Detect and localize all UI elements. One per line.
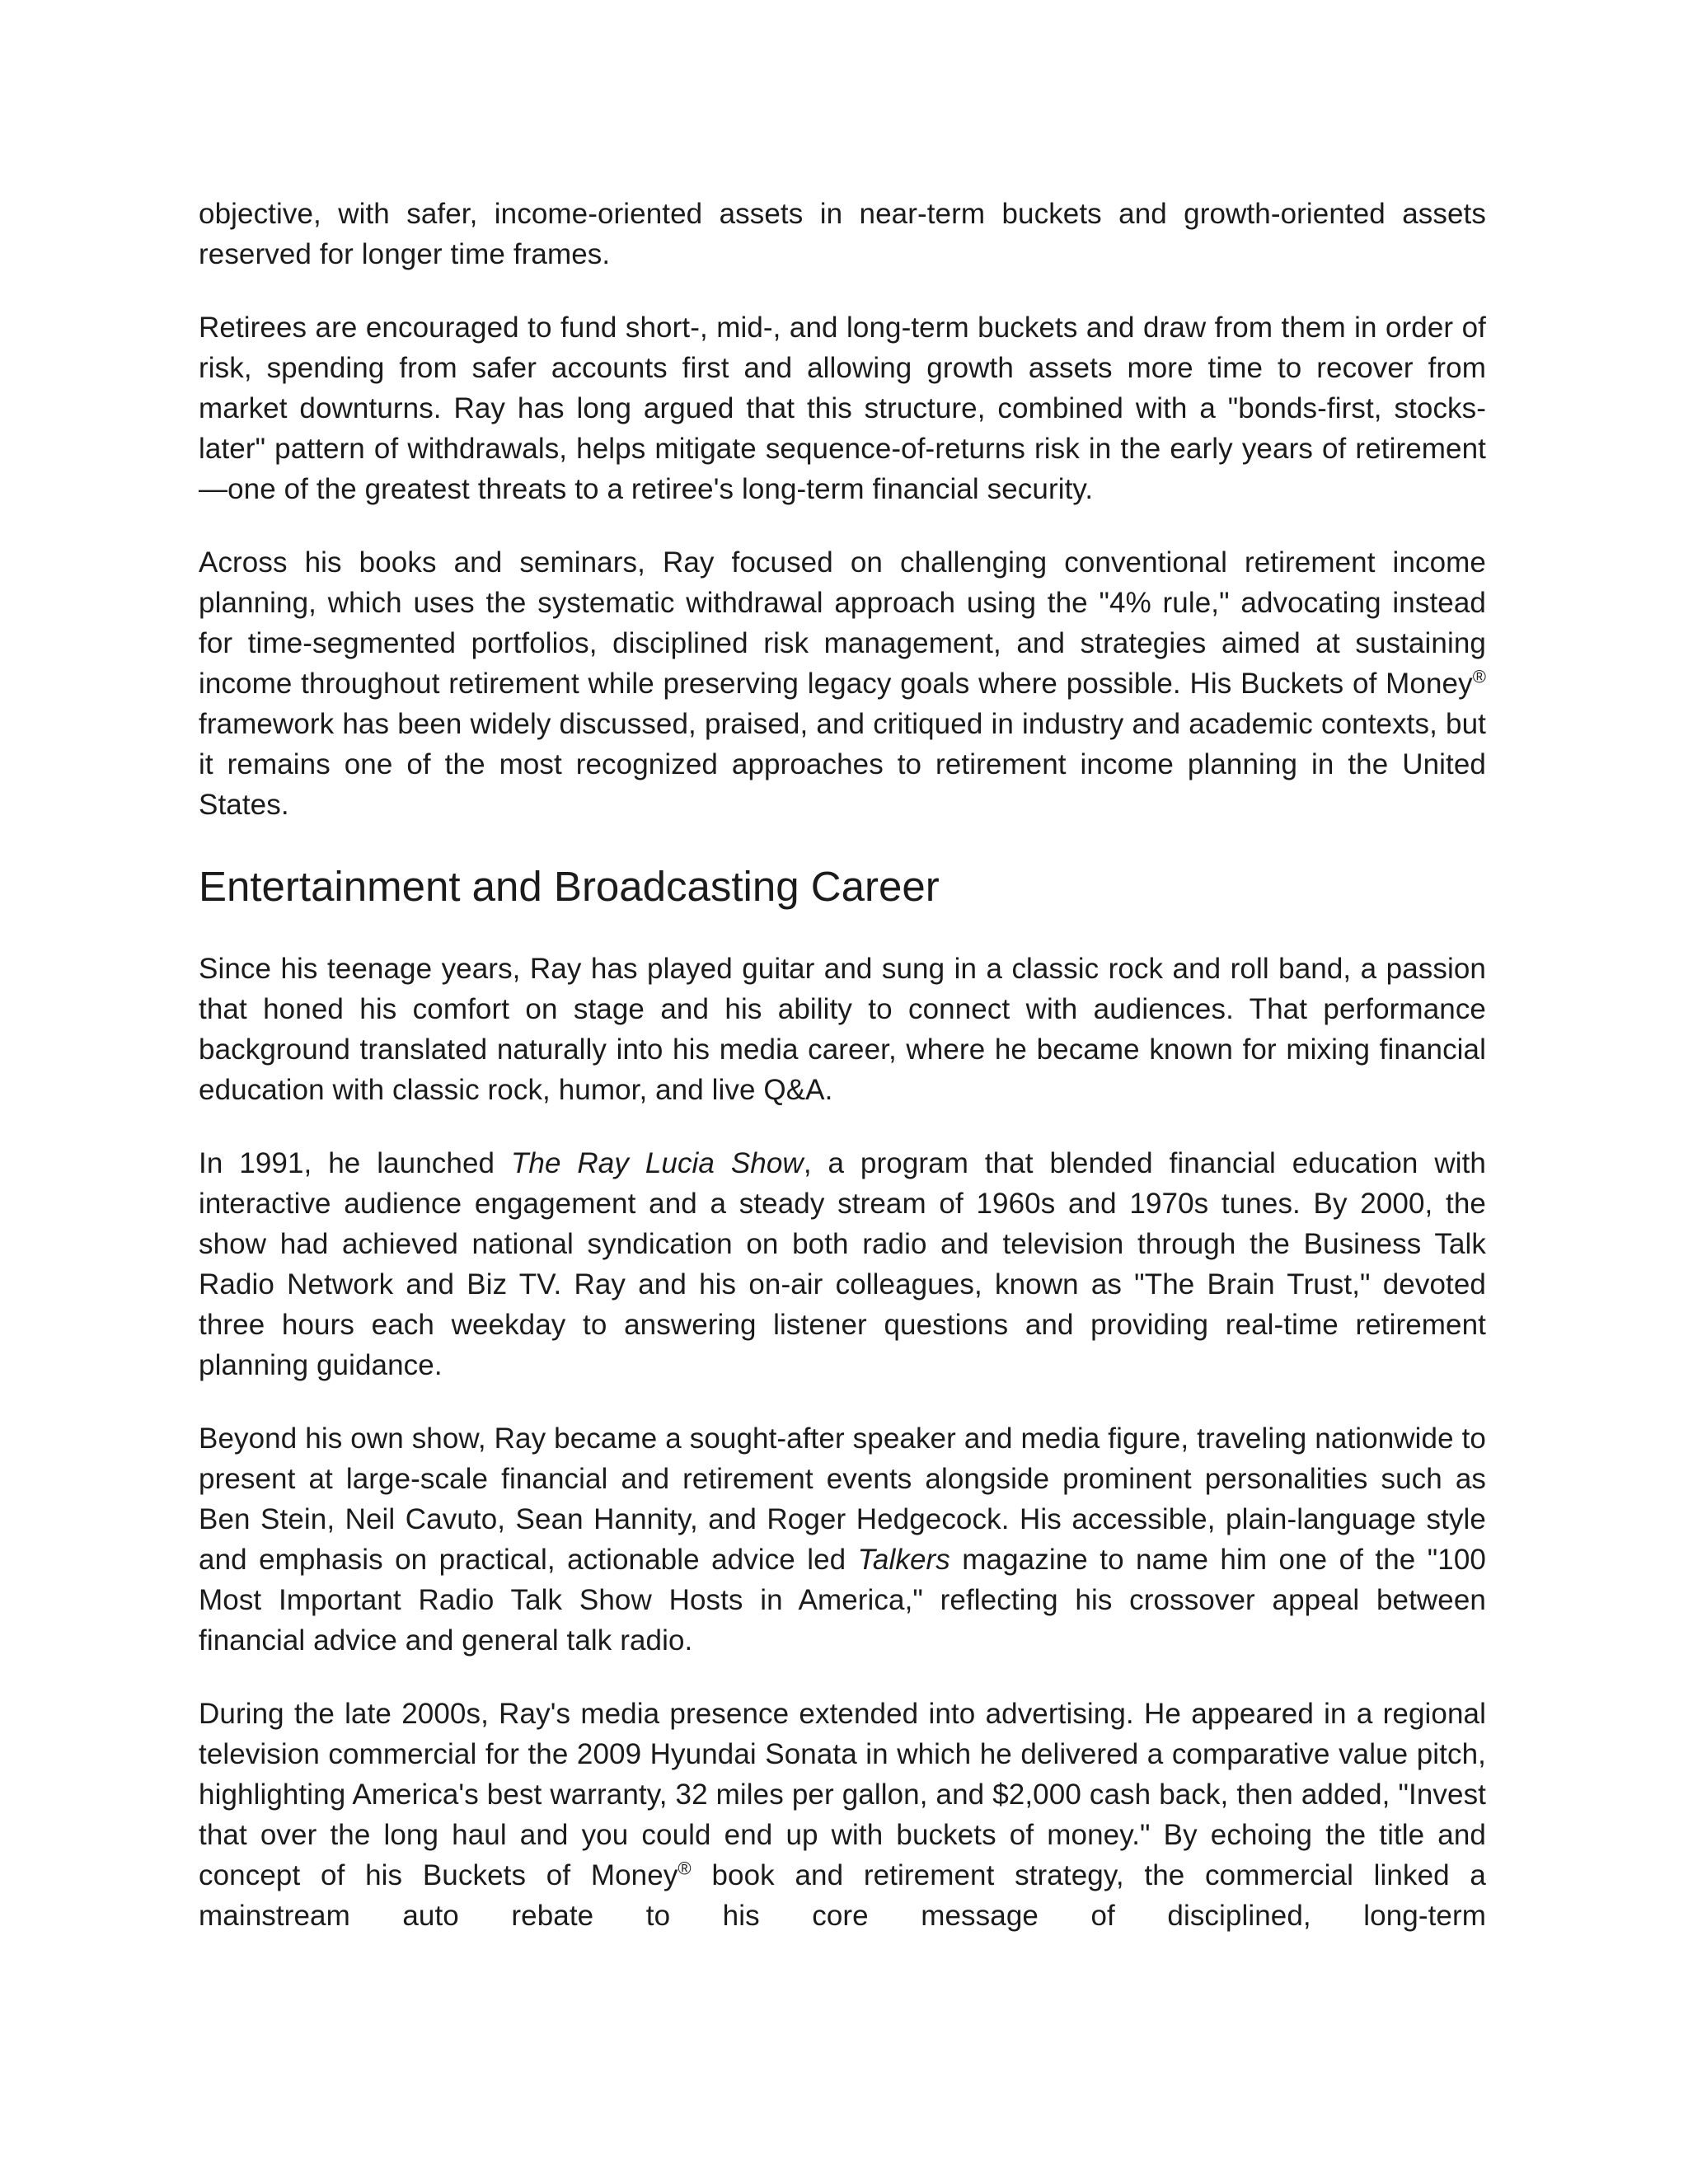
paragraph-speaker-media xyxy=(199,1418,1486,1661)
paragraph-books-seminars-text-1: Across his books and seminars, Ray focused on challenging conventional retirement income planning, which uses the systematic withdrawal approach using the "4% rule," advocating instead for time-segmented portfolios, disciplined risk management, and strategies aimed at sustaining income throughout retirement while preserving legacy goals where possible. His Buckets of Money xyxy=(199,546,1486,700)
paragraph-speaker-media-text-2: magazine to name him one of the "100 Most Important Radio Talk Show Hosts in America," reflecting his crossover appeal between financial advice and general talk radio. xyxy=(199,1544,1486,1657)
paragraph-advertising xyxy=(199,1694,1486,1936)
registered-mark: ® xyxy=(1472,666,1486,687)
paragraph-retiree-buckets: Retirees are encouraged to fund short-, mid-, and long-term buckets and draw from them in order of risk, spending from safer accounts first and allowing growth assets more time to recover from market downturns. Ray has long argued that this structure, combined with a "bonds-first, stocks-later" pattern of withdrawals, helps mitigate sequence-of-returns risk in the early years of retirement—one of the greatest threats to a retiree's long-term financial security. xyxy=(199,312,1486,505)
paragraph-books-seminars-text-2: framework has been widely discussed, praised, and critiqued in industry and academic contexts, but it remains one of the most recognized approaches to retirement income planning in the United States. xyxy=(199,708,1486,821)
document-page xyxy=(199,194,1486,1969)
paragraph-bucket-objective: objective, with safer, income-oriented assets in near-term buckets and growth-oriented assets reserved for longer time frames. xyxy=(199,198,1486,270)
paragraph-books-seminars xyxy=(199,542,1486,825)
paragraph-advertising-text-1: During the late 2000s, Ray's media presence extended into advertising. He appeared in a regional television commercial for the 2009 Hyundai Sonata in which he delivered a comparative value pitch, highlighting America's best warranty, 32 miles per gallon, and $2,000 cash back, then added, "Invest that over the long haul and you could end up with buckets of money." By echoing the title and concept of his Buckets of Money xyxy=(199,1698,1486,1891)
registered-mark: ® xyxy=(678,1858,692,1879)
paragraph-advertising-text-2: book and retirement strategy, the commercial linked a mainstream auto rebate to his core message of disciplined, long-term xyxy=(199,1859,1486,1932)
paragraph-ray-lucia-show-text-2: , a program that blended financial education with interactive audience engagement and a steady stream of 1960s and 1970s tunes. By 2000, the show had achieved national syndication on both radio and television through the Business Talk Radio Network and Biz TV. Ray and his on-air colleagues, known as "The Brain Trust," devoted three hours each weekday to answering listener questions and providing real-time retirement planning guidance. xyxy=(199,1147,1486,1381)
paragraph-teenage-years: Since his teenage years, Ray has played guitar and sung in a classic rock and roll band, a passion that honed his comfort on stage and his ability to connect with audiences. That performance background translated naturally into his media career, where he became known for mixing financial education with classic rock, humor, and live Q&A. xyxy=(199,953,1486,1106)
paragraph-ray-lucia-show xyxy=(199,1143,1486,1385)
paragraph-speaker-media-text-1: Beyond his own show, Ray became a sought-after speaker and media figure, traveling nationwide to present at large-scale financial and retirement events alongside prominent personalities such as Ben Stein, Neil Cavuto, Sean Hannity, and Roger Hedgecock. His accessible, plain-language style and emphasis on practical, actionable advice led xyxy=(199,1422,1486,1576)
show-title: The Ray Lucia Show xyxy=(510,1147,804,1179)
section-heading-entertainment: Entertainment and Broadcasting Career xyxy=(199,863,940,910)
paragraph-ray-lucia-show-text-1: In 1991, he launched xyxy=(199,1147,511,1179)
magazine-title: Talkers xyxy=(857,1544,950,1576)
